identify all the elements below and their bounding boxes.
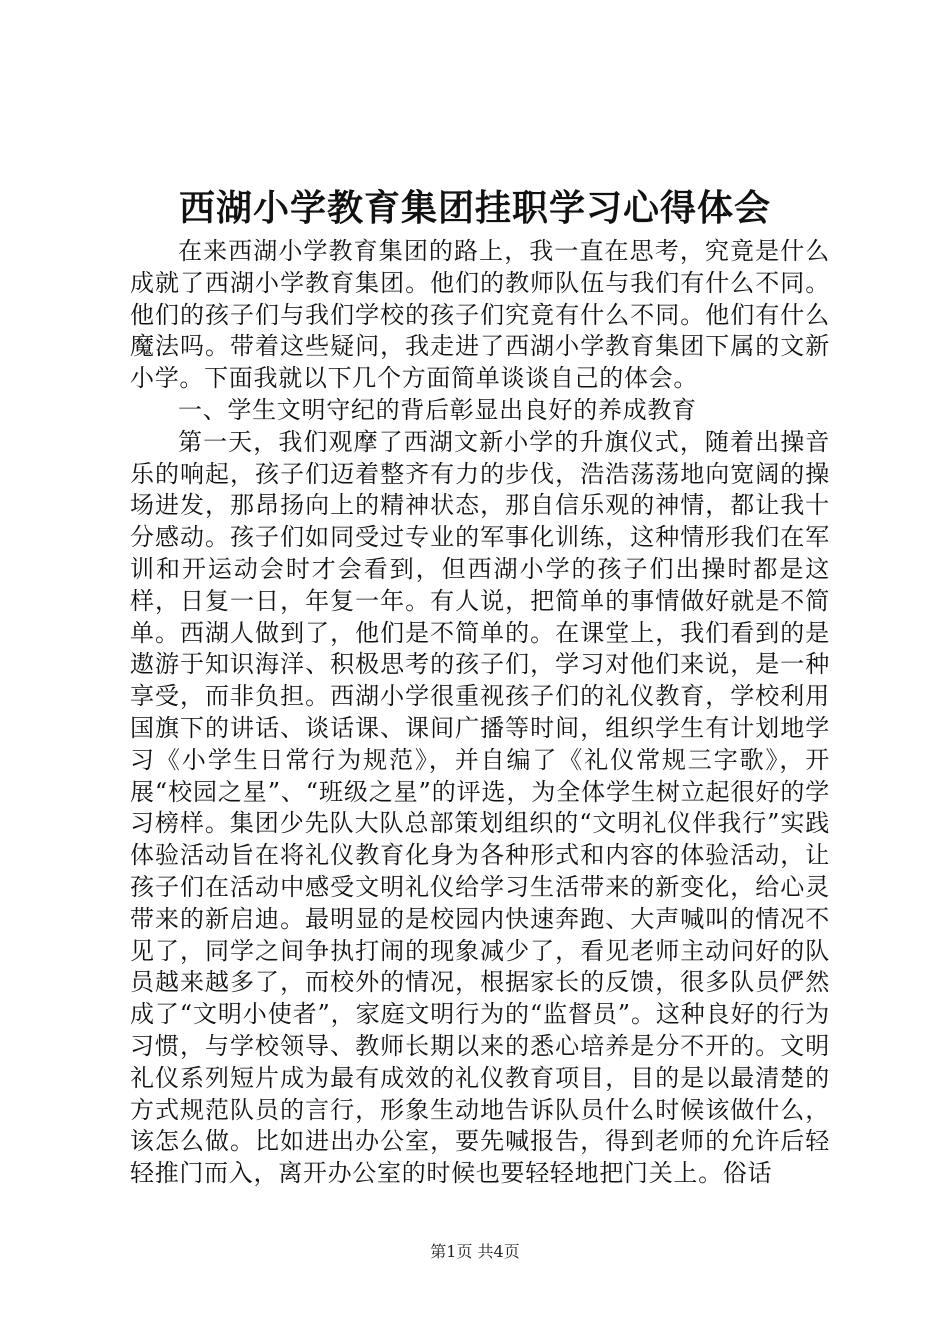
paragraph-section-1: 第一天，我们观摩了西湖文新小学的升旗仪式，随着出操音乐的响起，孩子们迈着整齐有力的步伐，浩浩荡荡地向宽阔的操场进发，那昂扬向上的精神状态，那自信乐观的神情，都让我十分感动。孩子们如同受过专业的军事化训练，这种情形我们在军训和开运动会时才会看到，但西湖小学的孩子们出操时都是这样，日复一日，年复一年。有人说，把简单的事情做好就是不简单。西湖人做到了，他们是不简单的。在课堂上，我们看到的是遨游于知识海洋、积极思考的孩子们，学习对他们来说，是一种享受，而非负担。西湖小学很重视孩子们的礼仪教育，学校利用国旗下的讲话、谈话课、课间广播等时间，组织学生有计划地学习《小学生日常行为规范》，并自编了《礼仪常规三字歌》，开展“校园之星”、“班级之星”的评选，为全体学生树立起很好的学习榜样。集团少先队大队总部策划组织的“文明礼仪伴我行”实践体验活动旨在将礼仪教育化身为各种形式和内容的体验活动，让孩子们在活动中感受文明礼仪给学习生活带来的新变化，给心灵带来的新启迪。最明显的是校园内快速奔跑、大声喊叫的情况不见了，同学之间争执打闹的现象减少了，看见老师主动问好的队员越来越多了，而校外的情况，根据家长的反馈，很多队员俨然成了“文明小使者”，家庭文明行为的“监督员”。这种良好的行为习惯，与学校领导、教师长期以来的悉心培养是分不开的。文明礼仪系列短片成为最有成效的礼仪教育项目，目的是以最清楚的方式规范队员的言行，形象生动地告诉队员什么时候该做什么，该怎么做。比如进出办公室，要先喊报告，得到老师的允许后轻轻推门而入，离开办公室的时候也要轻轻地把门关上。俗话: [130, 427, 830, 1188]
paragraph-intro: 在来西湖小学教育集团的路上，我一直在思考，究竟是什么成就了西湖小学教育集团。他们的教师队伍与我们有什么不同。他们的孩子们与我们学校的孩子们究竟有什么不同。他们有什么魔法吗。带着这些疑问，我走进了西湖小学教育集团下属的文新小学。下面我就以下几个方面简单谈谈自己的体会。: [130, 237, 830, 393]
page-footer: 第1页 共4页: [430, 1242, 520, 1261]
document-title: 西湖小学教育集团挂职学习心得体会: [178, 187, 771, 229]
section-heading-1: 一、学生文明守纪的背后彰显出良好的养成教育: [178, 395, 697, 424]
document-body: [130, 236, 830, 1190]
